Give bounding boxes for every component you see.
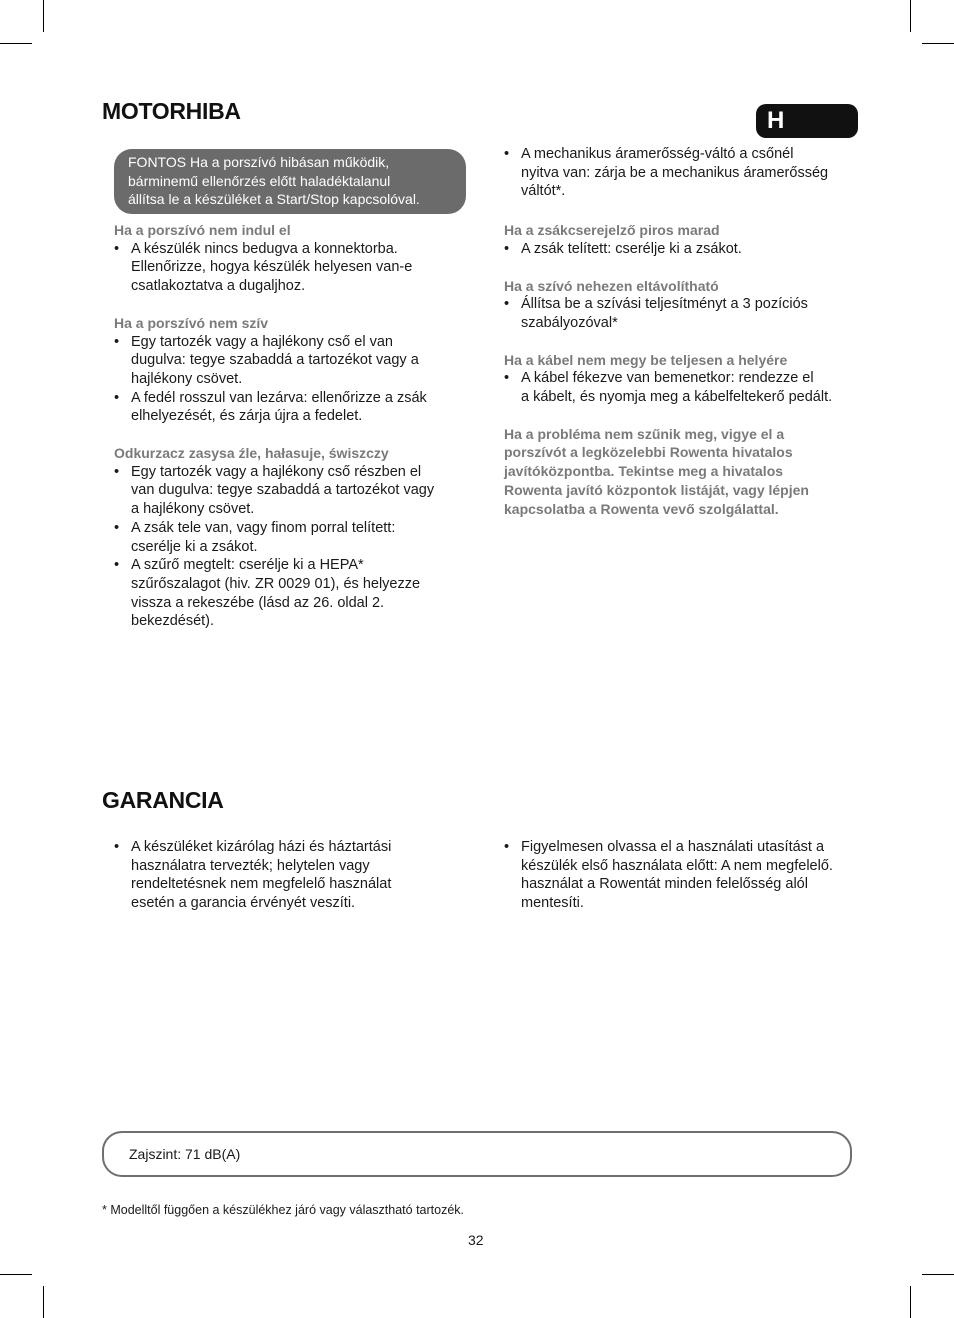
list-item-line: • Egy tartozék vagy a hajlékony cső részben el [131, 463, 422, 480]
list-item-line: • A mechanikus áramerősség-váltó a csőnél [521, 146, 794, 162]
troubleshooting-right-column [504, 145, 864, 518]
notice-line: FONTOS Ha a porszívó hibásan működik, [128, 154, 390, 170]
list-item-line: a kábelt, és nyomja meg a kábelfeltekerő pedált. [521, 389, 833, 406]
list-item-line: • A készülék nincs bedugva a konnektorba. [131, 240, 398, 257]
troubleshooting-group [114, 444, 474, 631]
list-item-line: mentesíti. [521, 895, 584, 912]
list-item [114, 389, 474, 426]
list-item [504, 838, 864, 913]
list-item [504, 145, 864, 201]
service-advice-line: Ha a probléma nem szűnik meg, vigye el a [504, 425, 785, 442]
list-item-line: • A szűrő megtelt: cserélje ki a HEPA* [131, 557, 364, 574]
important-notice [114, 149, 466, 214]
group-heading: Ha a szívó nehezen eltávolítható [504, 277, 719, 294]
bullet-list [504, 838, 864, 913]
list-item-line: nyitva van: zárja be a mechanikus áramerősség [521, 164, 829, 181]
bullet-list [114, 838, 474, 913]
list-item-line: váltót*. [521, 183, 566, 200]
crop-mark [0, 1274, 32, 1275]
noise-level-box [102, 1131, 852, 1177]
crop-mark [922, 43, 954, 44]
list-item-line: • A kábel fékezve van bemenetkor: rendezze el [521, 370, 814, 387]
list-item-line: • A zsák telített: cserélje ki a zsákot. [521, 240, 742, 257]
troubleshooting-left-column [114, 221, 474, 649]
bullet-list [504, 295, 864, 332]
troubleshooting-group [114, 314, 474, 426]
noise-level-text: Zajszint: 71 dB(A) [129, 1146, 241, 1162]
list-item-line: használat a Rowentát minden felelősség alól [521, 876, 808, 893]
list-item-line: szűrőszalagot (hiv. ZR 0029 01), és helyezze [131, 575, 421, 592]
service-advice-line: javítóközpontba. Tekintse meg a hivatalos [504, 463, 784, 480]
list-item-line: szabályozóval* [521, 314, 618, 331]
list-item [114, 556, 474, 631]
crop-mark [922, 1274, 954, 1275]
warranty-right-column [504, 838, 864, 913]
language-badge: H [756, 104, 858, 138]
list-item-line: van dugulva: tegye szabaddá a tartozékot vagy [131, 482, 435, 499]
list-item [114, 333, 474, 389]
section-title-motorhiba: MOTORHIBA [102, 98, 241, 124]
service-advice-line: porszívót a legközelebbi Rowenta hivatalos [504, 444, 793, 461]
bullet-list [114, 333, 474, 427]
list-item-line: • A készüléket kizárólag házi és háztartási [131, 839, 392, 855]
warranty-left-column [114, 838, 474, 913]
list-item-line: esetén a garancia érvényét veszíti. [131, 895, 356, 912]
list-item-line: rendeltetésnek nem megfelelő használat [131, 876, 392, 893]
list-item-line: cserélje ki a zsákot. [131, 538, 258, 555]
footnote: * Modelltől függően a készülékhez járó vagy választható tartozék. [102, 1203, 465, 1217]
list-item-line: • A fedél rosszul van lezárva: ellenőrizze a zsák [131, 389, 427, 406]
troubleshooting-group [114, 221, 474, 296]
list-item-line: hajlékony csövet. [131, 370, 243, 387]
list-item-line: • Figyelmesen olvassa el a használati utasítást a [521, 839, 825, 855]
list-item-line: csatlakoztatva a dugaljhoz. [131, 278, 306, 295]
crop-mark [43, 1286, 44, 1318]
page-number: 32 [468, 1232, 484, 1248]
list-item [504, 369, 864, 406]
bullet-list [504, 240, 864, 259]
bullet-list [114, 240, 474, 296]
group-heading: Ha a zsákcserejelző piros marad [504, 222, 720, 239]
list-item-line: vissza a rekeszébe (lásd az 26. oldal 2. [131, 594, 385, 611]
crop-mark [910, 1286, 911, 1318]
list-item [114, 519, 474, 556]
list-item-line: bekezdését). [131, 613, 215, 630]
list-item [504, 295, 864, 332]
list-item [114, 838, 474, 913]
notice-line: bárminemű ellenőrzés előtt haladéktalanul [128, 172, 391, 189]
notice-line: állítsa le a készüléket a Start/Stop kapcsolóval. [128, 191, 420, 207]
list-item-line: dugulva: tegye szabaddá a tartozékot vagy a [131, 352, 419, 369]
troubleshooting-group [504, 221, 864, 258]
list-item-line: készülék első használata előtt: A nem megfelelő. [521, 857, 833, 874]
list-item [504, 240, 864, 259]
list-item-line: • A zsák tele van, vagy finom porral telített: [131, 519, 396, 536]
list-item [114, 240, 474, 296]
group-heading: Ha a kábel nem megy be teljesen a helyére [504, 351, 788, 368]
list-item-line: használatra tervezték; helytelen vagy [131, 857, 370, 874]
group-heading: Ha a porszívó nem indul el [114, 222, 291, 238]
bullet-list [504, 369, 864, 406]
group-heading: Ha a porszívó nem szív [114, 314, 269, 331]
troubleshooting-group [504, 351, 864, 407]
list-item-line: • Állítsa be a szívási teljesítményt a 3 pozíciós [521, 296, 808, 313]
list-item-line: Ellenőrizze, hogya készülék helyesen van-e [131, 259, 413, 276]
service-advice-line: Rowenta javító központok listáját, vagy lépjen [504, 481, 809, 498]
section-title-garancia: GARANCIA [102, 787, 224, 813]
list-item-line: elhelyezését, és zárja újra a fedelet. [131, 408, 363, 425]
crop-mark [910, 0, 911, 32]
troubleshooting-group [504, 277, 864, 333]
crop-mark [0, 43, 32, 44]
bullet-list [114, 463, 474, 631]
service-advice-line: kapcsolatba a Rowenta vevő szolgálattal. [504, 500, 779, 517]
group-heading: Odkurzacz zasysa źle, hałasuje, świszczy [114, 445, 389, 462]
troubleshooting-group [504, 145, 864, 201]
list-item-line: • Egy tartozék vagy a hajlékony cső el van [131, 333, 393, 350]
service-advice [504, 425, 864, 519]
list-item-line: a hajlékony csövet. [131, 501, 255, 518]
crop-mark [43, 0, 44, 32]
list-item [114, 463, 474, 519]
bullet-list [504, 145, 864, 201]
